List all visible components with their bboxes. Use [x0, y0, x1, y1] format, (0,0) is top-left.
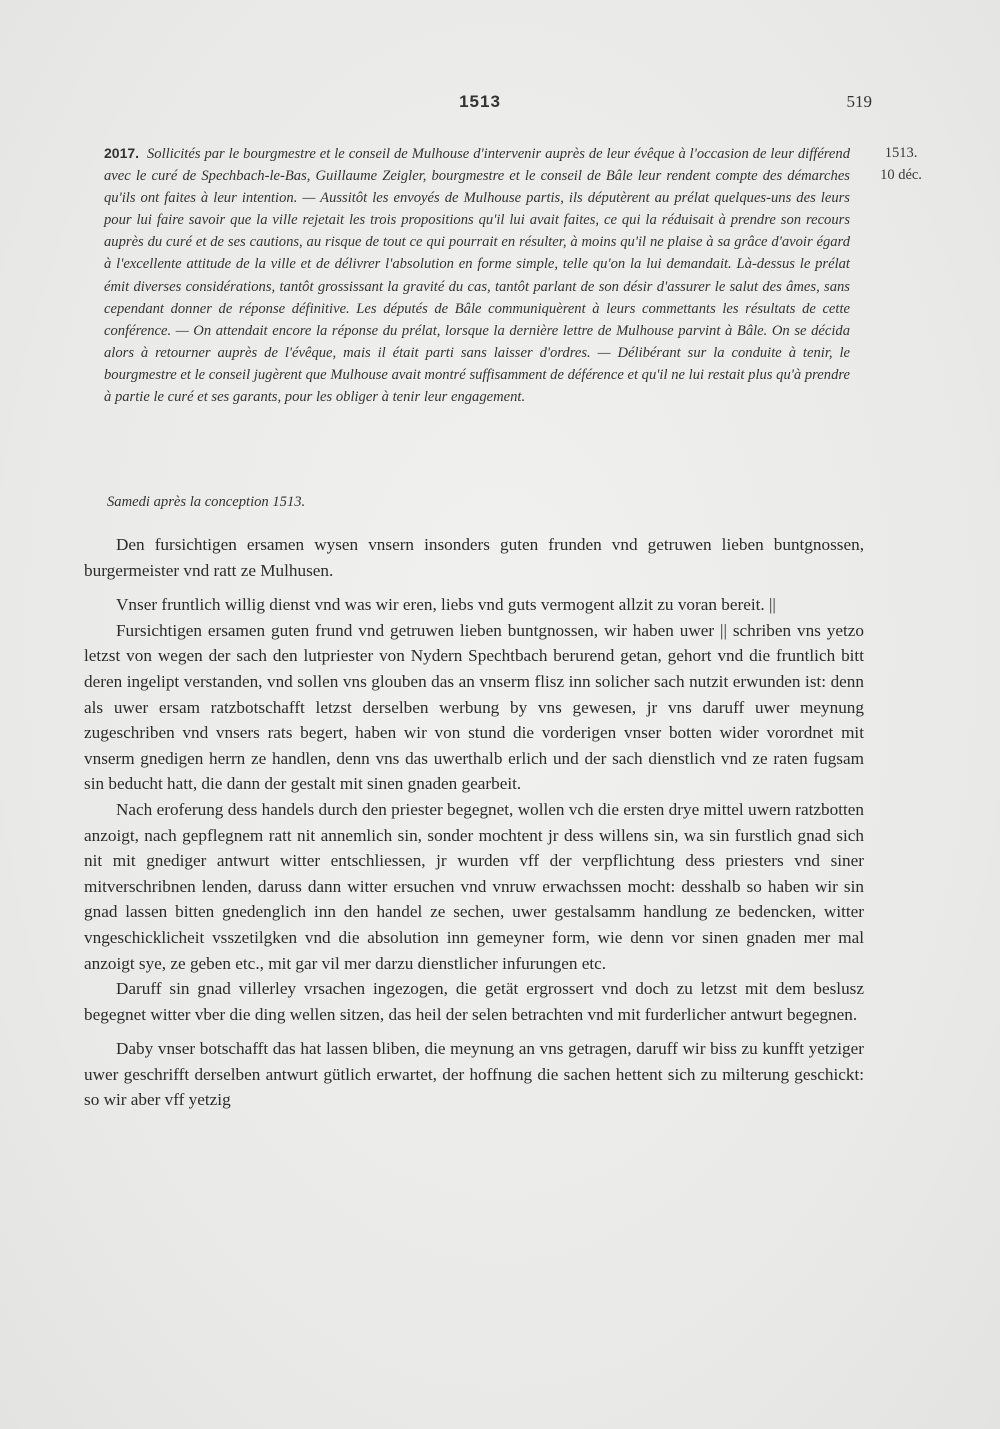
letter-paragraph: Nach eroferung dess handels durch den priester begegnet, wollen vch die ersten drye mittel uwern ratzbotten anzoigt, nach gepflegnem ratt nit annemlich sin, sonder mochtent jr dess willens sin, wa sin furstlich gnad sich nit mit gnediger antwurt witter entschliessen, jr wurden vff der verpflichtung dess priesters vnd siner mitverschribnen lenden, daruss dann witter ersuchen vnd vnruw erwachssen mocht: desshalb so haben wir sin gnad lassen bitten gnedenglich inn den handel ze sechen, uwer gestalsamm handlung ze bedencken, witter vngeschicklicheit vsszetilgken vnd die absolution inn gemeyner form, wie denn vor sinen gnaden mer mal anzoigt sye, ze geben etc., mit gar vil mer darzu dienstlicher infurungen etc. — [84, 799, 864, 973]
margin-date: 10 déc. — [880, 167, 922, 183]
letter-body — [84, 532, 864, 1113]
page-number: 519 — [846, 92, 872, 111]
letter-address: Den fursichtigen ersamen wysen vnsern insonders guten frunden vnd getruwen lieben buntgnossen, burgermeister vnd ratt ze Mulhusen. — [84, 535, 864, 580]
document-number: 2017. — [104, 145, 140, 161]
running-head — [100, 92, 872, 116]
letter-paragraph: Daby vnser botschafft das hat lassen bliben, die meynung an vns getragen, daruff wir biss zu kunfft yetziger uwer geschrifft derselben antwurt gütlich erwartet, der hoffnung die sachen hettent sich zu milterung geschickt: so wir aber vff yetzig — [84, 1039, 864, 1110]
document-date: Samedi après la conception 1513. — [107, 494, 306, 510]
margin-year: 1513. — [884, 145, 918, 161]
running-head-year: 1513 — [459, 92, 501, 111]
letter-greeting: Vnser fruntlich willig dienst vnd was wir eren, liebs vnd guts vermogent allzit zu voran bereit. || — [116, 595, 776, 615]
margin-note — [866, 142, 936, 186]
letter-paragraph: Daruff sin gnad villerley vrsachen ingezogen, die getät ergrossert vnd doch zu letzst mit dem beslusz begegnet witter vber die ding wellen sitzen, das heil der selen betrachten vnd mit furderlicher antwurt begegnen. — [84, 979, 864, 1024]
document-summary — [104, 142, 850, 408]
summary-text: Sollicités par le bourgmestre et le conseil de Mulhouse d'intervenir auprès de leur évêque à l'occasion de leur différend avec le curé de Spechbach-le-Bas, Guillaume Zeigler, bourgmestre et le conseil de Bâle leur rendent compte des démarches qu'ils ont faites à leur intention. — Aussitôt les envoyés de Mulhouse partis, ils députèrent au prélat quelques-uns des leurs pour lui faire savoir que la ville rejetait les trois propositions qu'il lui avait faites, ce qui la réduisait à prendre son recours auprès du curé et de ses cautions, au risque de tout ce qui pourrait en résulter, à moins qu'il ne plaise à sa grâce d'avoir égard à l'excellente attitude de la ville et de délivrer l'absolution en forme simple, telle qu'on la lui demandait. Là-dessus le prélat émit diverses considérations, tantôt grossissant la gravité du cas, tantôt parlant de son désir d'assurer le salut des âmes, sans cependant donner de réponse définitive. Les députés de Bâle communiquèrent à leurs commettants les résultats de cette conférence. — On attendait encore la réponse du prélat, lorsque la dernière lettre de Mulhouse parvint à Bâle. On se décida alors à retourner auprès de l'évêque, mais il était parti sans laisser d'ordres. — Délibérant sur la conduite à tenir, le bourgmestre et le conseil jugèrent que Mulhouse avait montré suffisamment de déférence et qu'il ne lui restait plus qu'à prendre à partie le curé et ses garants, pour les obliger à tenir leur engagement. — [104, 146, 850, 406]
letter-paragraph: Fursichtigen ersamen guten frund vnd getruwen lieben buntgnossen, wir haben uwer || schriben vns yetzo letzst von wegen der sach den lutpriester von Nydern Spechtbach berurend getan, gehort vnd die fruntlich bitt deren ingelipt verstanden, vnd sollen vns glouben das an vnserm flisz inn solicher sach nutzit erwunden ist: denn als uwer ersam ratzbotschafft letzst derselben werbung by vns gewesen, jr vns daruff uwer meynung zugeschriben vnd vnsers rats begert, haben wir von stund die vorderigen vnser botten wider vorordnet mit vnserm gnedigen herrn ze handlen, denn vns das uwerthalb erlich und der sach dienstlich vnd ze raten fugsam sin beducht hatt, die dann der gestalt mit sinen gnaden gearbeit. — [84, 620, 864, 794]
